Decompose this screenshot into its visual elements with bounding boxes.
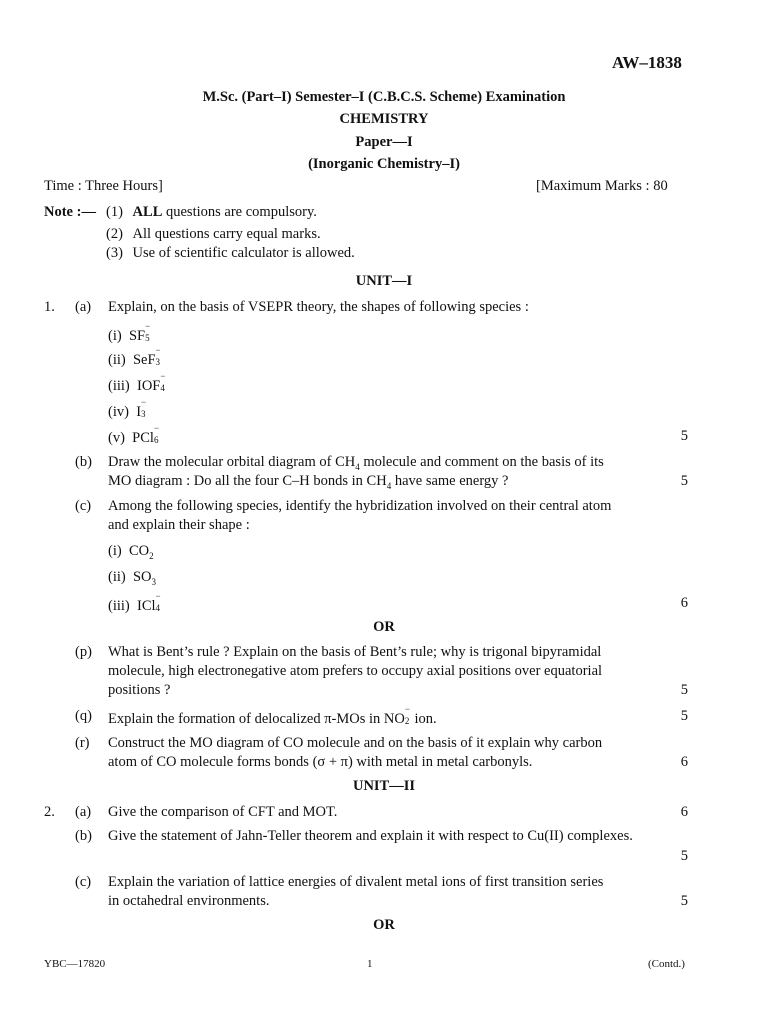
species-item: (i) $CO_2$: [108, 543, 154, 561]
question-2-number: 2.: [44, 804, 55, 820]
species-num: (iii): [108, 598, 130, 614]
note-text: questions are compulsory.: [162, 204, 317, 220]
question-1a-text: Explain, on the basis of VSEPR theory, the shapes of following species :: [108, 299, 529, 315]
marks-1r: 6: [680, 754, 688, 770]
marks-2a: 6: [680, 804, 688, 820]
note-item-3: [106, 246, 355, 261]
question-1q-label: (q): [75, 708, 92, 724]
species-item: (ii) $SO_3$: [108, 569, 157, 587]
question-1p-line1: What is Bent’s rule ? Explain on the basis of Bent’s rule; why is trigonal bipyramidal: [108, 644, 602, 660]
species-charge: − 2: [404, 704, 410, 726]
unit-2-heading: UNIT—II: [352, 778, 416, 794]
species-charge: − 3: [155, 345, 161, 367]
species-num: (i): [108, 328, 122, 344]
question-2a-text: Give the comparison of CFT and MOT.: [108, 804, 338, 820]
question-1p-label: (p): [75, 644, 92, 660]
question-1c-line1: Among the following species, identify the hybridization involved on their central atom: [108, 498, 612, 514]
paper-number: Paper—I: [355, 134, 413, 150]
species-formula: CO: [128, 543, 150, 559]
species-num: (i): [108, 543, 122, 559]
question-1c-line2: and explain their shape :: [108, 517, 250, 533]
unit-1-heading: UNIT—I: [355, 273, 413, 289]
species-formula: SO: [132, 569, 152, 585]
question-1b-label: (b): [75, 454, 92, 470]
species-num: (v): [108, 430, 125, 446]
marks-1p: 5: [680, 682, 688, 698]
marks-1c: 6: [680, 595, 688, 611]
paper-name: (Inorganic Chemistry–I): [308, 156, 460, 172]
question-2b-label: (b): [75, 828, 92, 844]
question-1p-line2: molecule, high electronegative atom prefers to occupy axial positions over equatorial: [108, 663, 603, 679]
species-formula: SF: [128, 328, 146, 344]
question-1q-text: Explain the formation of delocalized π-MOs in NO − 2 ion.: [108, 704, 437, 727]
question-2c-line1: Explain the variation of lattice energies of divalent metal ions of first transition series: [108, 874, 604, 890]
question-1p-line3: positions ?: [108, 682, 171, 698]
marks-1q: 5: [680, 708, 688, 724]
subject-title: CHEMISTRY: [339, 111, 429, 127]
question-1b-line1: Draw the molecular orbital diagram of $CH_4$ molecule and comment on the basis of its: [108, 454, 604, 472]
species-formula: ICl: [137, 598, 156, 614]
species-num: (iv): [108, 404, 129, 420]
marks-1a: 5: [680, 428, 688, 444]
question-1c-label: (c): [75, 498, 92, 514]
question-2c-label: (c): [75, 874, 92, 890]
species-formula: PCl: [132, 430, 154, 446]
note-text: Use of scientific calculator is allowed.: [132, 245, 355, 261]
question-2a-label: (a): [75, 804, 92, 820]
species-formula: IOF: [137, 378, 161, 394]
species-item: [108, 423, 160, 446]
species-charge: − 4: [160, 371, 166, 393]
species-charge: − 5: [145, 321, 151, 343]
question-1r-line2: atom of CO molecule forms bonds (σ + π) with metal in metal carbonyls.: [108, 754, 533, 770]
paper-code: AW–1838: [612, 53, 682, 72]
maximum-marks: [Maximum Marks : 80: [536, 178, 668, 194]
species-charge: − 6: [153, 423, 160, 445]
marks-1b: 5: [680, 473, 688, 489]
species-item: [108, 345, 162, 368]
question-1r-line1: Construct the MO diagram of CO molecule and on the basis of it explain why carbon: [108, 735, 603, 751]
or-separator: OR: [373, 917, 395, 933]
note-num: (1): [106, 204, 123, 220]
species-item: [108, 397, 147, 420]
note-text: All questions carry equal marks.: [132, 226, 321, 242]
species-formula: SeF: [132, 352, 156, 368]
question-1-number: 1.: [44, 299, 55, 315]
question-2c-line2: in octahedral environments.: [108, 893, 270, 909]
marks-2b: 5: [680, 848, 688, 864]
note-num: (3): [106, 245, 123, 261]
note-item-1: [106, 205, 317, 220]
question-1a-label: (a): [75, 299, 92, 315]
note-emphasis: ALL: [132, 204, 163, 220]
species-num: (ii): [108, 569, 126, 585]
time-allowed: Time : Three Hours]: [44, 178, 163, 194]
note-item-2: [106, 227, 321, 242]
note-num: (2): [106, 226, 123, 242]
species-formula: I: [136, 404, 142, 420]
species-item: [108, 321, 151, 344]
species-num: (ii): [108, 352, 126, 368]
question-2b-text: Give the statement of Jahn-Teller theorem and explain it with respect to Cu(II) complexes.: [108, 828, 633, 844]
question-1b-line2: MO diagram : Do all the four C–H bonds in $CH_4$ have same energy ?: [108, 473, 509, 491]
page-number: 1: [367, 958, 373, 970]
species-item: [108, 371, 166, 394]
or-separator: OR: [373, 619, 395, 635]
species-charge: − 3: [141, 397, 147, 419]
contd-label: (Contd.): [648, 958, 685, 970]
marks-2c: 5: [680, 893, 688, 909]
question-1r-label: (r): [75, 735, 90, 751]
species-num: (iii): [108, 378, 130, 394]
exam-title: M.Sc. (Part–I) Semester–I (C.B.C.S. Scheme) Examination: [202, 89, 566, 105]
species-item: [108, 591, 162, 614]
footer-code: YBC—17820: [44, 958, 106, 970]
species-charge: − 4: [155, 591, 161, 613]
note-label: Note :—: [44, 204, 96, 220]
